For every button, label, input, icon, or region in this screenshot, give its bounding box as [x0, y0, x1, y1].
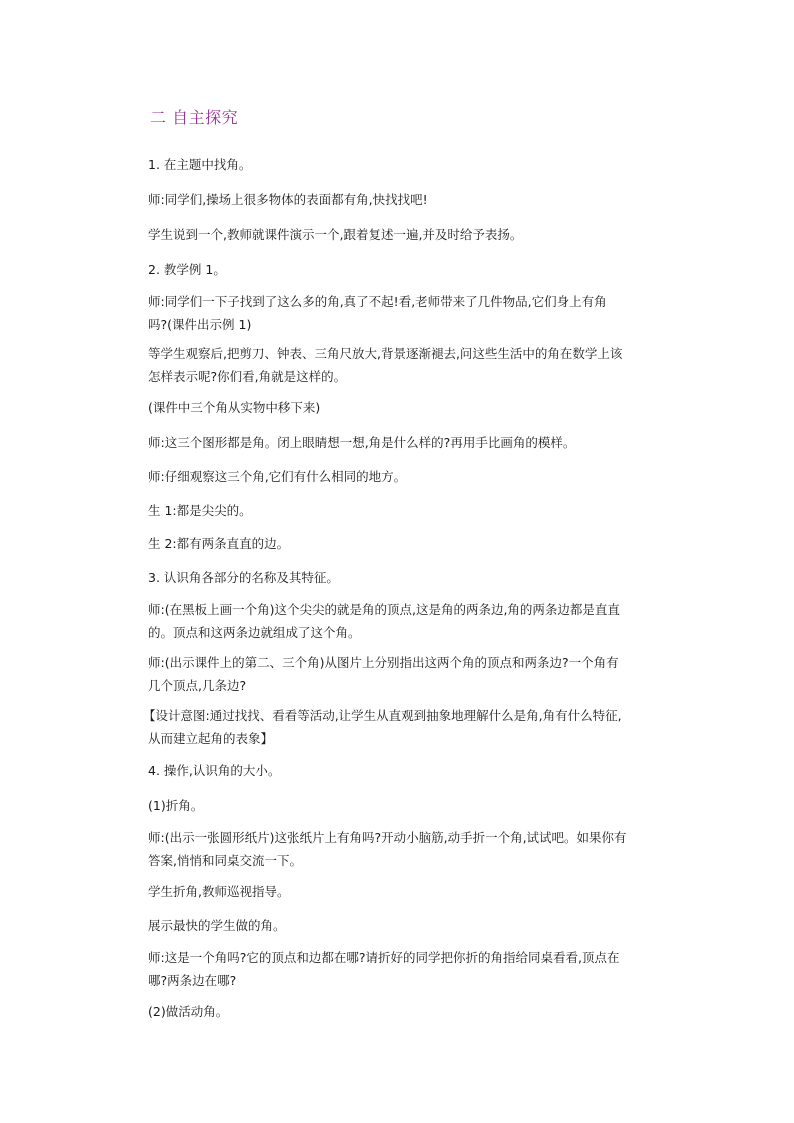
- paragraph-line: 【设计意图:通过找找、看看等活动,让学生从直观到抽象地理解什么是角,角有什么特征,: [143, 708, 622, 723]
- paragraph-line: 等学生观察后,把剪刀、钟表、三角尺放大,背景逐渐褪去,问这些生活中的角在数学上该: [148, 346, 623, 361]
- step-2-title: 2. 教学例 1。: [148, 262, 226, 277]
- paragraph-line: 的。顶点和这两条边就组成了这个角。: [148, 625, 361, 640]
- substep-movable-angle: (2)做活动角。: [148, 1004, 229, 1019]
- teacher-blackboard-paragraph: [148, 598, 676, 644]
- teacher-courseware-paragraph: [148, 651, 676, 697]
- section-heading: 二 自主探究: [150, 108, 239, 127]
- student-activity-note: 学生说到一个,教师就课件演示一个,跟着复述一遍,并及时给予表扬。: [148, 227, 523, 242]
- paragraph-line: 师:这是一个角吗?它的顶点和边都在哪?请折好的同学把你折的角指给同桌看看,顶点在: [148, 950, 620, 965]
- design-intent-paragraph: [143, 704, 671, 750]
- teacher-example-paragraph: [148, 290, 676, 336]
- paragraph-line: 师:(出示一张圆形纸片)这张纸片上有角吗?开动小脑筋,动手折一个角,试试吧。如果你有: [148, 830, 627, 845]
- paragraph-line: 答案,悄悄和同桌交流一下。: [148, 853, 302, 868]
- step-4-title: 4. 操作,认识角的大小。: [148, 763, 281, 778]
- student-1-answer: 生 1:都是尖尖的。: [148, 503, 252, 518]
- paragraph-line: 哪?两条边在哪?: [148, 973, 237, 988]
- step-1-title: 1. 在主题中找角。: [148, 157, 252, 172]
- teacher-three-angles: 师:这三个图形都是角。闭上眼睛想一想,角是什么样的?再用手比画角的模样。: [148, 435, 576, 450]
- student-fold-note: 学生折角,教师巡视指导。: [148, 884, 290, 899]
- teacher-paper-paragraph: [148, 826, 676, 872]
- substep-fold-angle: (1)折角。: [148, 798, 204, 813]
- paragraph-line: 师:同学们一下子找到了这么多的角,真了不起!看,老师带来了几件物品,它们身上有角: [148, 294, 607, 309]
- paragraph-line: 师:(出示课件上的第二、三个角)从图片上分别指出这两个角的顶点和两条边?一个角有: [148, 655, 619, 670]
- paragraph-line: 从而建立起角的表象】: [148, 731, 274, 746]
- teacher-prompt-find-angles: 师:同学们,操场上很多物体的表面都有角,快找找吧!: [148, 192, 428, 207]
- paragraph-line: 吗?(课件出示例 1): [148, 317, 252, 332]
- student-2-answer: 生 2:都有两条直直的边。: [148, 536, 290, 551]
- paragraph-line: 师:(在黑板上画一个角)这个尖尖的就是角的顶点,这是角的两条边,角的两条边都是直直: [148, 602, 620, 617]
- teacher-observe-angles: 师:仔细观察这三个角,它们有什么相同的地方。: [148, 469, 407, 484]
- step-3-title: 3. 认识角各部分的名称及其特征。: [148, 570, 339, 585]
- show-fastest-note: 展示最快的学生做的角。: [148, 918, 286, 933]
- paragraph-line: 几个顶点,几条边?: [148, 678, 247, 693]
- paragraph-line: 怎样表示呢?你们看,角就是这样的。: [148, 369, 347, 384]
- courseware-note: (课件中三个角从实物中移下来): [148, 400, 321, 415]
- observation-paragraph: [148, 342, 676, 388]
- teacher-check-paragraph: [148, 946, 676, 992]
